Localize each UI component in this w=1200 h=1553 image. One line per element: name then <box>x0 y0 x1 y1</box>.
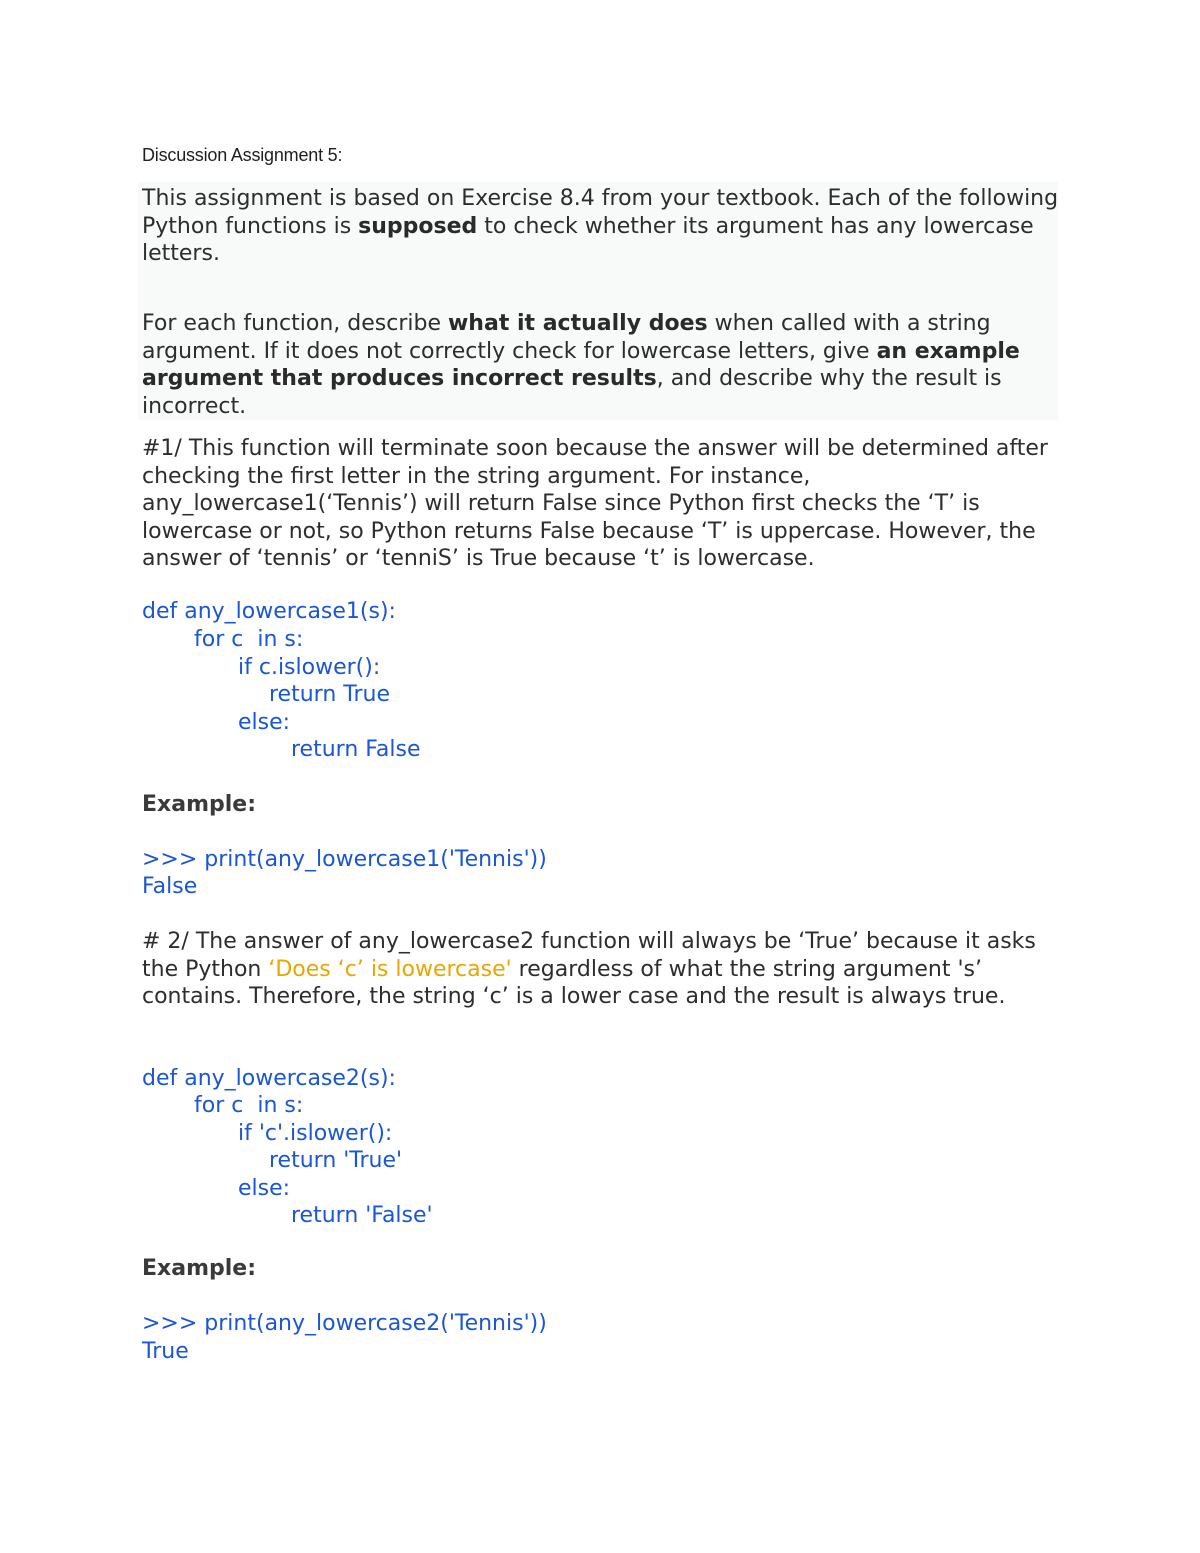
instructions-p1-text: This assignment is based on Exercise 8.4 from your textbook. Each of the following Python functions is <box>142 186 1059 239</box>
answer-2-highlight: ‘Does ‘c’ is lowercase' <box>268 956 512 982</box>
code-1-line-5: else: <box>238 710 291 735</box>
code-2-line-2: for c in s: <box>194 1093 304 1118</box>
instructions-p2-text: For each function, describe <box>142 311 448 336</box>
example-2-call: >>> print(any_lowercase2('Tennis')) <box>142 1311 547 1336</box>
code-1-line-2: for c in s: <box>194 627 304 652</box>
answer-2-text-end: regardless of what the string argument 's’ contains. Therefore, the string ‘c’ is a lower case and the result is always true. <box>142 956 1006 1009</box>
example-1-output: False <box>142 874 198 899</box>
instructions-p1-text-end: to check whether its argument has any lowercase letters. <box>142 213 1034 266</box>
instructions-paragraph-1 <box>142 185 1062 268</box>
example-2-label: Example: <box>142 1256 256 1281</box>
code-1-line-1: def any_lowercase1(s): <box>142 599 396 624</box>
code-2-line-3: if 'c'.islower(): <box>238 1121 393 1146</box>
code-2-line-4: return 'True' <box>269 1148 403 1173</box>
example-1-call: >>> print(any_lowercase1('Tennis')) <box>142 847 547 872</box>
instructions-p1-bold: supposed <box>358 213 478 239</box>
instructions-paragraph-2 <box>142 310 1062 420</box>
instructions-p2-text-mid: when called with a string argument. If it does not correctly check for lowercase letters, give <box>142 311 991 364</box>
code-2-line-6: return 'False' <box>291 1203 433 1228</box>
answer-1-explanation: #1/ This function will terminate soon because the answer will be determined after checking the first letter in the string argument. For instance, any_lowercase1(‘Tennis’) will return False since Python first checks the ‘T’ is lowercase or not, so Python returns False because ‘T’ is uppercase. However, the answer of ‘tennis’ or ‘tenniS’ is True because ‘t’ is lowercase. <box>142 436 1048 571</box>
instructions-p2-bold-2: an example argument that produces incorrect results <box>142 338 1020 391</box>
assignment-heading: Discussion Assignment 5: <box>142 145 343 165</box>
code-2-line-1: def any_lowercase2(s): <box>142 1066 396 1091</box>
instructions-p2-text-end: , and describe why the result is incorrect. <box>142 366 1002 419</box>
code-1-line-6: return False <box>291 737 421 762</box>
code-1-line-3: if c.islower(): <box>238 655 381 680</box>
code-2-line-5: else: <box>238 1176 291 1201</box>
answer-2-text: # 2/ The answer of any_lowercase2 function will always be ‘True’ because it asks the Python <box>142 929 1036 982</box>
answer-2-explanation <box>142 928 1062 1011</box>
instructions-p2-bold-1: what it actually does <box>447 311 708 336</box>
example-1-label: Example: <box>142 792 256 817</box>
example-2-output: True <box>142 1339 189 1364</box>
code-1-line-4: return True <box>269 682 390 707</box>
